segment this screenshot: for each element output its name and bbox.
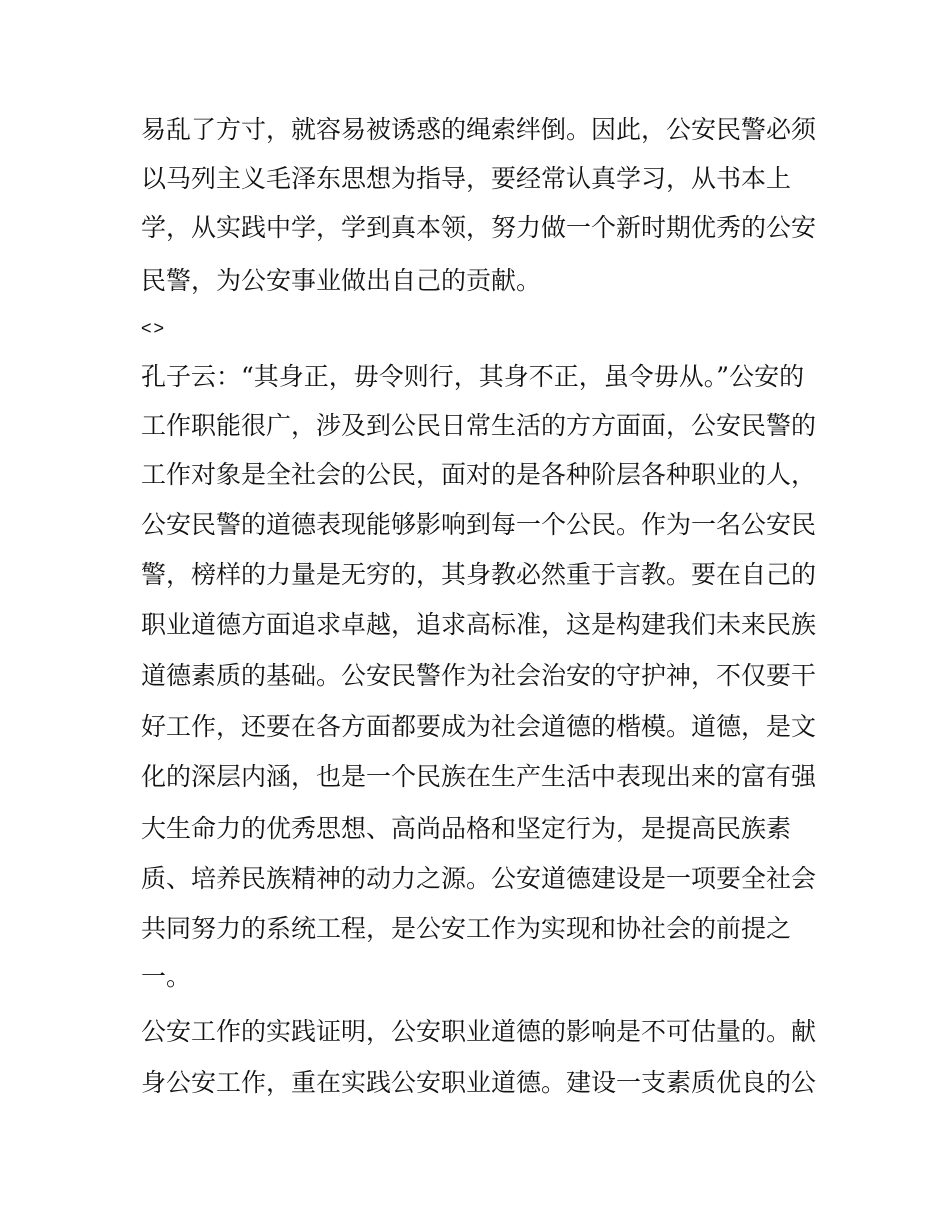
text-line: 孔子云：“其身正，毋令则行，其身不正，虽令毋从。”公安的 [141,362,805,391]
text-line: 好工作，还要在各方面都要成为社会道德的楷模。道德，是文 [141,712,817,741]
text-line: 身公安工作，重在实践公安职业道德。建设一支素质优良的公 [141,1068,817,1097]
text-line: 警，榜样的力量是无穷的，其身教必然重于言教。要在自己的 [141,560,817,589]
text-line: 共同努力的系统工程，是公安工作为实现和协社会的前提之 [141,914,792,943]
text-line: 职业道德方面追求卓越，追求高标准，这是构建我们未来民族 [141,610,817,639]
text-line: 民警，为公安事业做出自己的贡献。 [141,266,542,295]
text-line: 学，从实践中学，学到真本领，努力做一个新时期优秀的公安 [141,213,817,242]
text-line: 大生命力的优秀思想、高尚品格和坚定行为，是提高民族素 [141,814,792,843]
section-marker: <> [141,318,167,338]
text-line: 易乱了方寸，就容易被诱惑的绳索绊倒。因此，公安民警必须 [141,115,817,144]
text-line: 化的深层内涵，也是一个民族在生产生活中表现出来的富有强 [141,762,817,791]
text-line: 工作对象是全社会的公民，面对的是各种阶层各种职业的人， [141,460,817,489]
text-line: 一。 [141,962,192,991]
text-line: 质、培养民族精神的动力之源。公安道德建设是一项要全社会 [141,864,817,893]
text-line: 公安工作的实践证明，公安职业道德的影响是不可估量的。献 [141,1017,817,1046]
text-line: 道德素质的基础。公安民警作为社会治安的守护神，不仅要干 [141,661,817,690]
text-line: 以马列主义毛泽东思想为指导，要经常认真学习，从书本上 [141,164,792,193]
text-line: 工作职能很广，涉及到公民日常生活的方方面面，公安民警的 [141,411,817,440]
text-line: 公安民警的道德表现能够影响到每一个公民。作为一名公安民 [141,510,817,539]
